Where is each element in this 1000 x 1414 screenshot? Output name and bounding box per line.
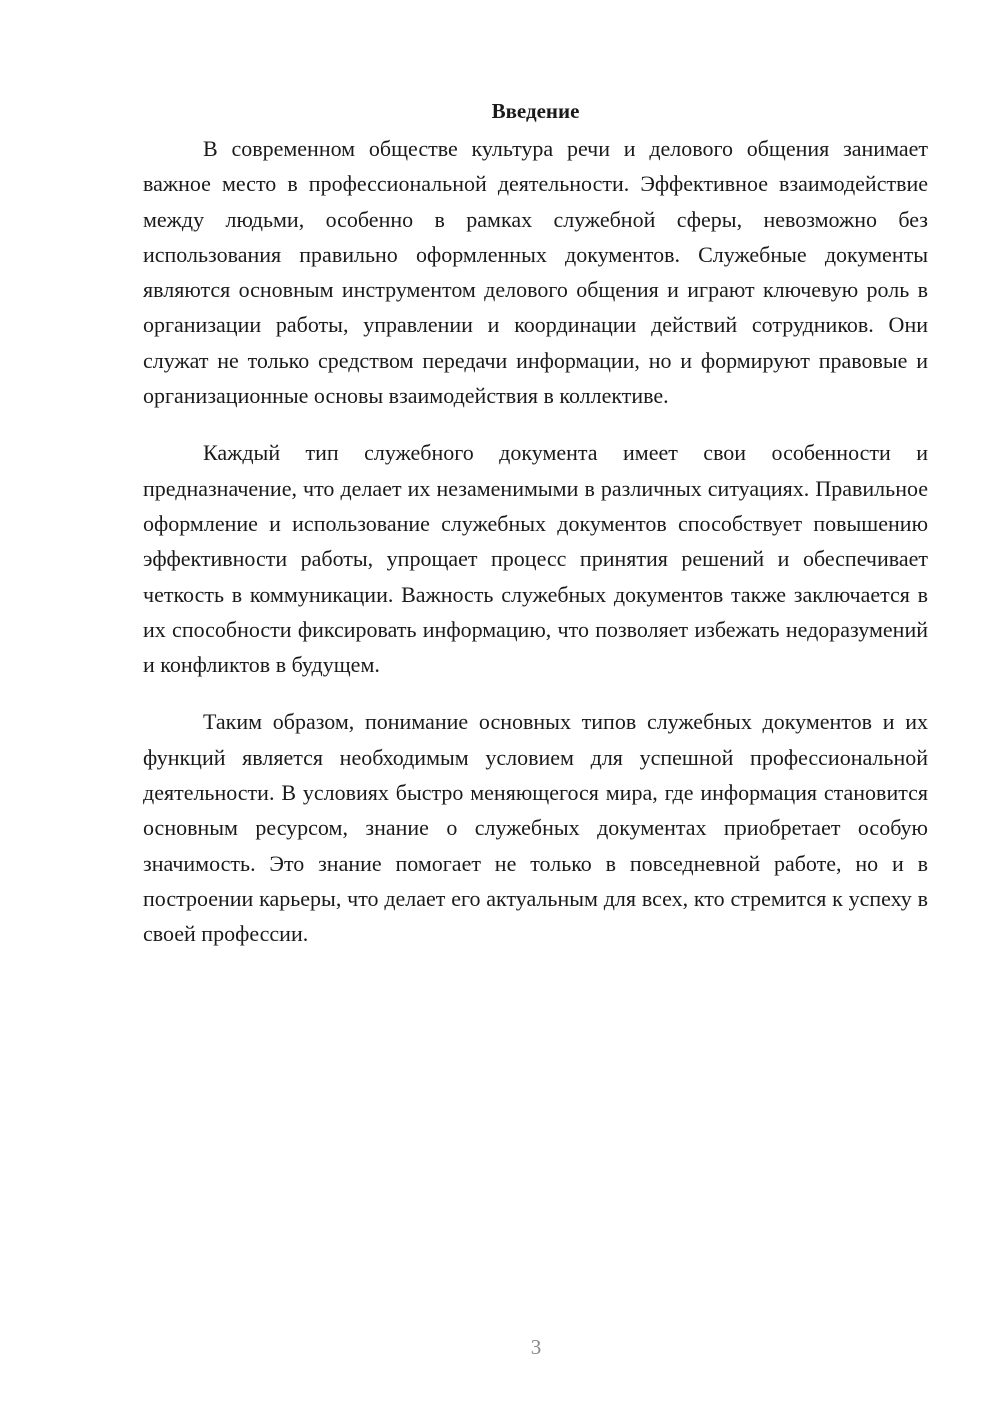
paragraph-1: В современном обществе культура речи и делового общения занимает важное место в профессиональной деятельности. Эффективное взаимодействие между людьми, особенно в рамках служебной сферы, невозможно без использования правильно оформленных документов. Служебные документы являются основным инструментом делового общения и играют ключевую роль в организации работы, управлении и координации действий сотрудников. Они служат не только средством передачи информации, но и формируют правовые и организационные основы взаимодействия в коллективе. <box>143 136 928 409</box>
paragraph-2: Каждый тип служебного документа имеет свои особенности и предназначение, что делает их незаменимыми в различных ситуациях. Правильное оформление и использование служебных документов способствует повышению эффективности работы, упрощает процесс принятия решений и обеспечивает четкость в коммуникации. Важность служебных документов также заключается в их способности фиксировать информацию, что позволяет избежать недоразумений и конфликтов в будущем. <box>143 440 928 678</box>
page-content <box>143 96 928 974</box>
paragraph-3: Таким образом, понимание основных типов служебных документов и их функций является необходимым условием для успешной профессиональной деятельности. В условиях быстро меняющегося мира, где информация становится основным ресурсом, знание о служебных документах приобретает особую значимость. Это знание помогает не только в повседневной работе, но и в построении карьеры, что делает его актуальным для всех, кто стремится к успеху в своей профессии. <box>143 709 928 947</box>
page-number: 3 <box>530 1335 542 1359</box>
section-heading: Введение <box>491 99 580 123</box>
